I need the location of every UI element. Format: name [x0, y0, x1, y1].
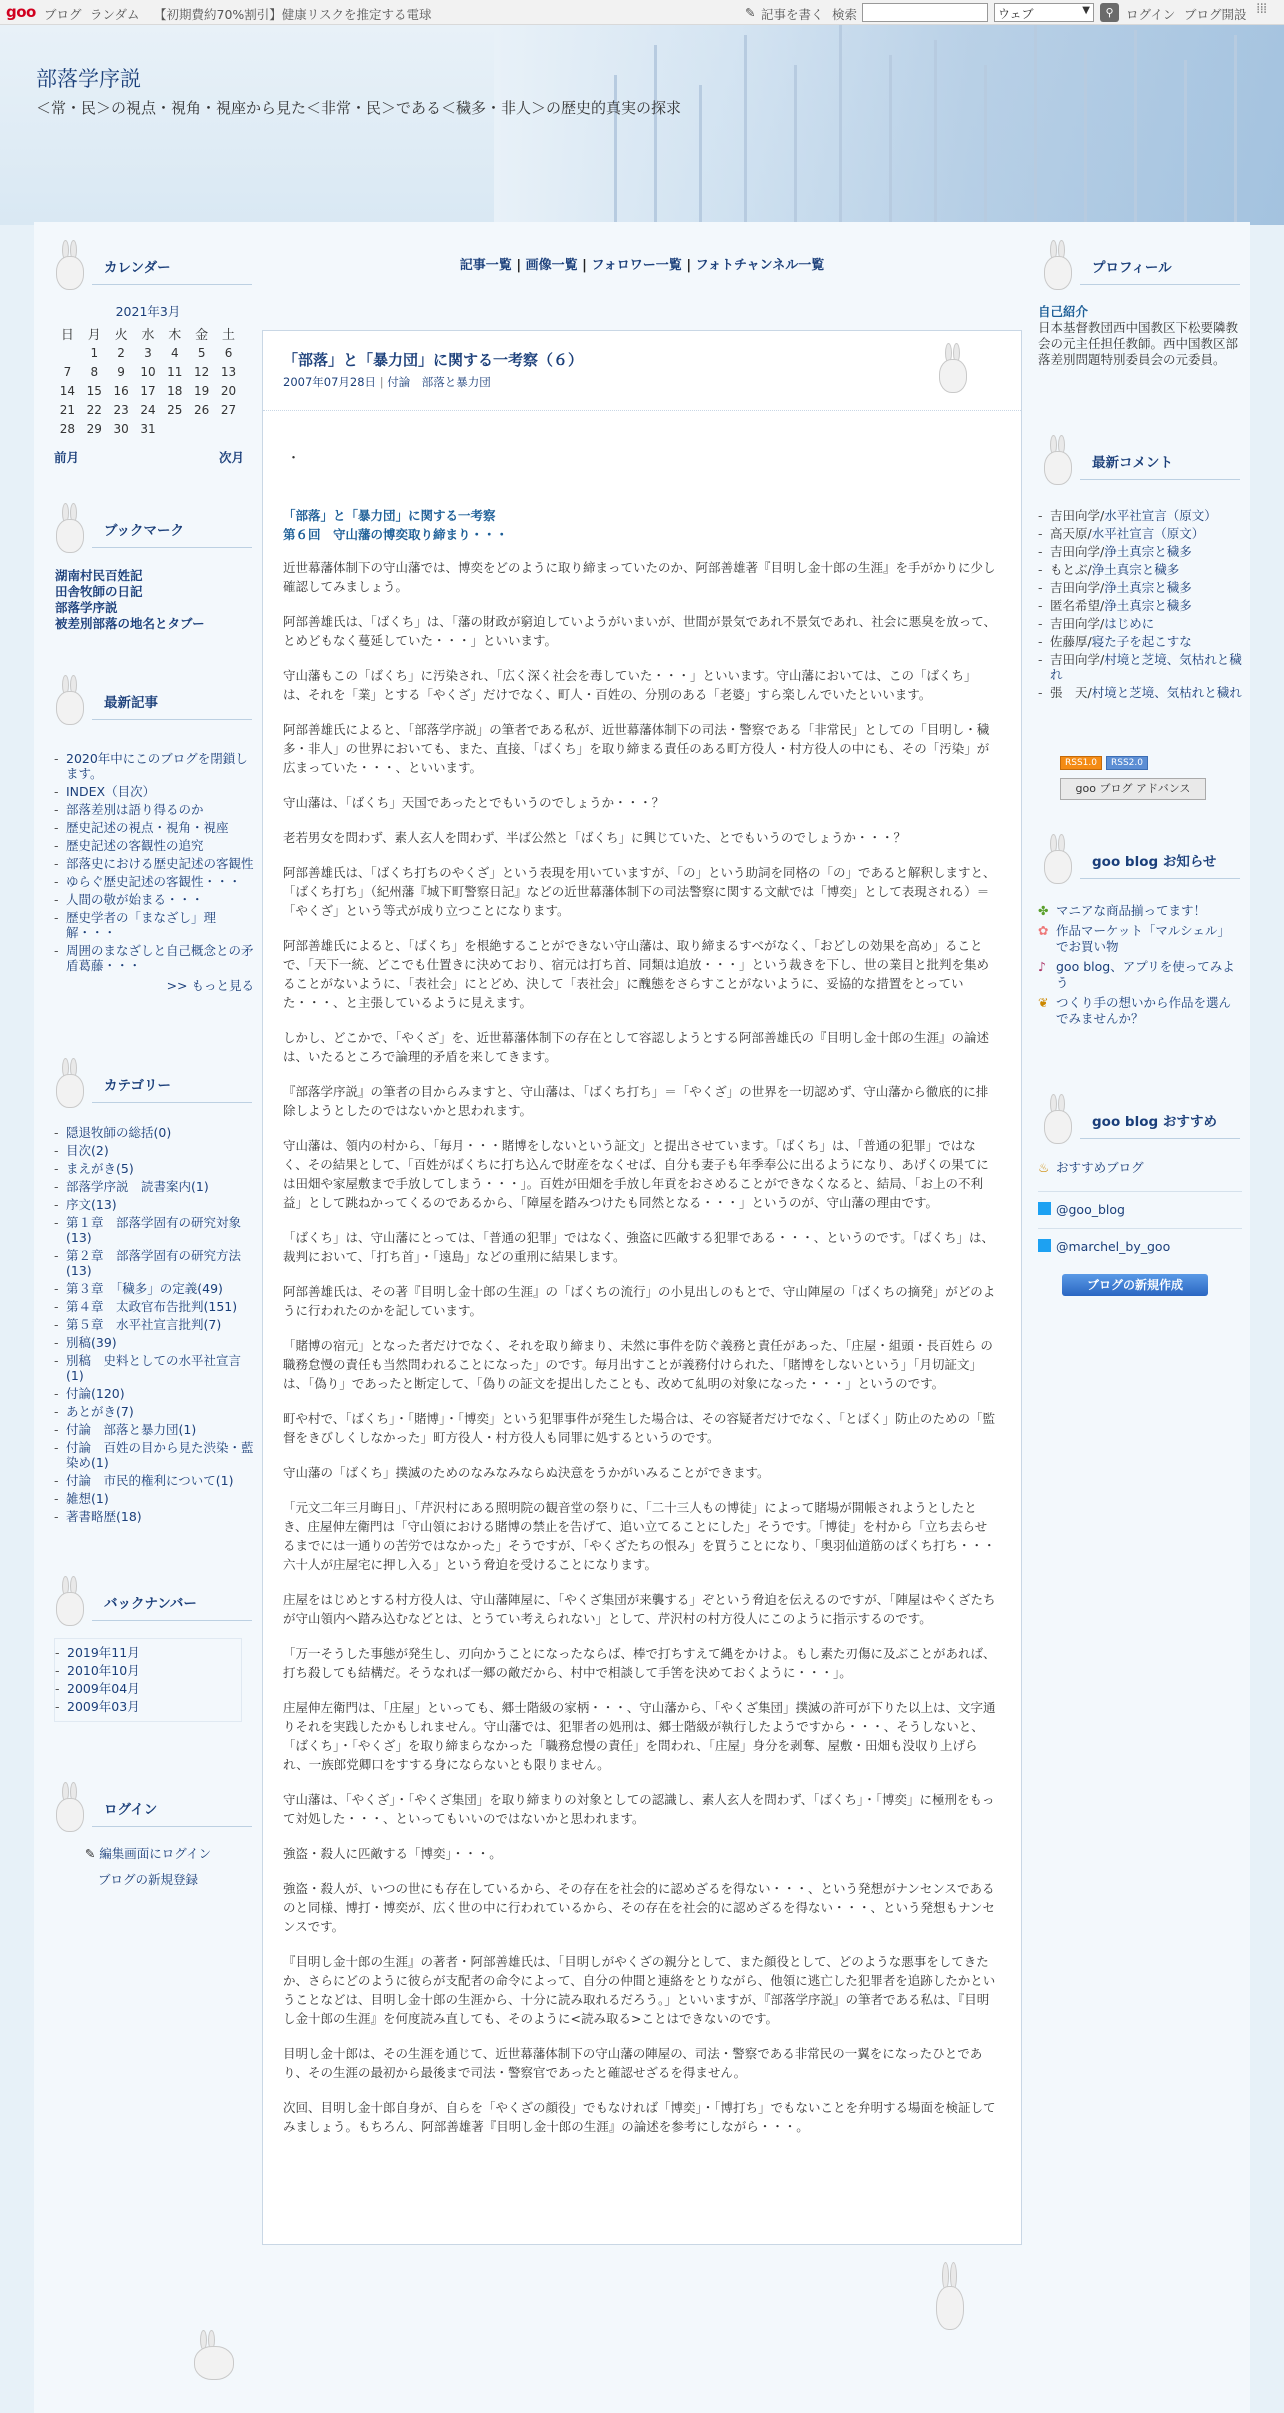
article-paragraph: 「元文二年三月晦日」、「芹沢村にある照明院の観音堂の祭りに、「二十三人もの博徒」によって賭場が開帳されようとしたとき、庄屋伸左衛門は「守山領における賭博の禁止を告げて、追い立てることにした」そうです。「博徒」を村から「立ち去らせるまでには一通りの苦労ではなかった」そうですが、「やくざたちの恨み」を買うことになり、「奥羽仙道筋のばくち打ち・・・六十人が庄屋宅に押し入る」という脅迫を受けることになります。: [283, 1500, 996, 1572]
article-date[interactable]: 2007年07月28日: [283, 375, 377, 389]
create-new-blog-button[interactable]: ブログの新規作成: [1062, 1274, 1208, 1296]
calendar-day: 23: [113, 402, 129, 417]
flower-icon: ✿: [1038, 923, 1049, 938]
calendar-day: 31: [140, 421, 156, 436]
comment-article-link[interactable]: はじめに: [1104, 616, 1155, 631]
calendar-day: 3: [144, 345, 152, 360]
comment-article-link[interactable]: 村境と芝境、気枯れと穢れ: [1091, 685, 1242, 700]
comment-author: 高天原/: [1050, 526, 1092, 541]
search-input[interactable]: [862, 3, 988, 22]
article-paragraph: 町や村で、「ばくち」・「賭博」・「博奕」という犯罪事件が発生した場合は、その容疑者だけでなく、「とばく」防止のための「監督をきびしくしなかった」町方役人・村方役人も同罪に処するというのです。: [283, 1411, 996, 1445]
category-title: カテゴリー: [104, 1078, 171, 1094]
backnumber-link[interactable]: 2009年04月: [67, 1681, 140, 1696]
article-container: 「部落」と「暴力団」に関する一考察（６） 2007年07月28日 | 付論 部落と暴力団 ・ 「部落」と「暴力団」に関する一考察 第６回 守山藩の博奕取り締まり・・・ 近世幕藩体制下の守山藩では、博奕をどのように取り締まっていたのか、阿部善雄著『目明し金十郎の生涯』を手がかりに少し確認してみましょう。 阿部善雄氏は、「ばくち」は、「藩の財政が窮迫していようがいまいが、世間が景気であれ不景気であれ、社会に悪臭を放って、とめどもなく蔓延していた・・・」といいます。 守山藩もこの「ばくち」に汚染され、「広く深く社会を毒していた・・・」といいます。守山藩においては、この「ばくち」は、それを「業」とする「やくざ」だけでなく、町人・百姓の、分別のある「老婆」すら楽しんでいたといいます。 阿部善雄氏によると、「部落学序説」の筆者である私が、近世幕藩体制下の司法・警察である「非常民」としての「目明し・穢多・非人」の世界においても、また、直接、「ばくち」を取り締まる責任のある町方役人・村方役人の中にも、その「汚染」が広まっていた・・・、といいます。 守山藩は、「ばくち」天国であったとでもいうのでしょうか・・・？ 老若男女を問わず、素人玄人を問わず、半ば公然と「ばくち」に興じていた、とでもいうのでしょうか・・・？ 阿部善雄氏は、「ばくち打ちのやくざ」という表現を用いていますが、「の」という助詞を同格の「の」であると解釈しますと、「ばくち打ち」（紀州藩『城下町警察日記』などの近世幕藩体制下の司法警察に関する文献では「博奕」として表現される）＝「やくざ」という等式が成り立つことになります。 阿部善雄氏によると、「ばくち」を根絶することができない守山藩は、取り締まるすべがなく、「おどしの効果を高め」ることで、「天下一統、どこでも仕置きに決めており、宿元は打ち首、同類は追放・・・」という裁きを下し、世の業目と批判を集めることがないように、「表社会」にとどめ、決して「表社会」に醜態をさらすことがないように、妥協的な措置をとっていた・・・、と主張しているように見えます。 しかし、どこかで、「やくざ」を、近世幕藩体制下の存在として容認しようとする阿部善雄氏の『目明し金十郎の生涯』の論述は、いたるところで論理的矛盾を来してきます。 『部落学序説』の筆者の目からみますと、守山藩は、「ばくち打ち」＝「やくざ」の世界を一切認めず、守山藩から徹底的に排除しようとしたのではないかと思われます。 守山藩は、領内の村から、「毎月・・・賭博をしないという証文」と提出させています。「ばくち」は、「普通の犯罪」ではなく、その結果として、「百姓がばくちに打ち込んで財産をなくせば、自分も妻子も年季奉公に出るようになり、あげくの果てには田畑や家屋敷まで手放してしまう・・・」。百姓が田畑を手放し年貢をおさめることができなくなると、結局、「お上の不利益」として跳ねかってくるのであるから、「障屋を踏みつけたも同然となる・・・」というのが、守山藩の理由です。 「ばくち」は、守山藩にとっては、「普通の犯罪」ではなく、強盗に匹敵する犯罪である・・・、というのです。「ばくち」は、裁判において、「打ち首」・「遠島」などの重刑に結果します。 阿部善雄氏は、その著『目明し金十郎の生涯』の「ばくちの流行」の小見出しのもとで、守山陣屋の「ばくちの摘発」がどのように行われたのかを記しています。 「賭博の宿元」となった者だけでなく、それを取り締まり、未然に事件を防ぐ義務と責任があった、「庄屋・組頭・長百姓ら の職務怠慢の責任も当然問われることになった」のです。毎月出すことが義務付けられた、「賭博をしないという」「月切証文」は、「偽り」であったと断定して、「偽りの証文を提出したことも、改めて糺明の対象になった・・・」というのです。 町や村で、「ばくち」・「賭博」・「博奕」という犯罪事件が発生した場合は、その容疑者だけでなく、「とばく」防止のための「監督をきびしくしなかった」町方役人・村方役人も同罪に処するというのです。 守山藩の「ばくち」撲滅のためのなみなみならぬ決意をうかがいみることができます。 「元文二年三月晦日」、「芹沢村にある照明院の観音堂の祭りに、「二十三人もの博徒」によって賭場が開帳されようとしたとき、庄屋伸左衛門は「守山領における賭博の禁止を告げて、追い立てることにした」そうです。「博徒」を村から「立ち去らせるまでには一通りの苦労ではなかった」そうですが、「やくざたちの恨み」を買うことになり、「奥羽仙道筋のばくち打ち・・・六十人が庄屋宅に押し入る」という脅迫を受けることになります。 庄屋をはじめとする村方役人は、守山藩陣屋に、「やくざ集団が来襲する」ぞという脅迫を伝えるのですが、「陣屋はやくざたちが守山領内へ踏み込むなどとは、とうてい考えられない」として、芹沢村の村方役人にこのように指示するのです。 「万一そうした事態が発生し、刃向かうことになったならば、棒で打ちすえて縄をかけよ。もし素た刃傷に及ぶことがあれば、打ち殺しても結構だ。そうなれば一郷の敵だから、村中で相談して手筈を決めておくように・・・」。 庄屋伸左衛門は、「庄屋」といっても、郷士階級の家柄・・・、守山藩から、「やくざ集団」撲滅の許可が下りた以上は、文字通りそれを実践したかもしれません。守山藩では、犯罪者の処刑は、郷士階級が執行したようですから・・・、そうしないと、「ばくち」・「やくざ」を取り締まらなかった「職務怠慢の責任」を問われ、「庄屋」身分を剥奪、屋敷・田畑も没収り上げられ、一族郎党卿口をすする身にならないとも限りません。 守山藩は、「やくざ」・「やくざ集団」を取り締まりの対象としての認識し、素人玄人を問わず、「ばくち」・「博奕」に極刑をもって対処した・・・、といってもいいのではないかと思われます。 強盗・殺人に匹敵する「博奕」・・・。 強盗・殺人が、いつの世にも存在しているから、その存在を社会的に認めざるを得ない・・・、という発想がナンセンスであるのと同様、博打・博奕が、広く世の中に行われているから、その存在を社会的に認めざるを得ない・・・、という発想もナンセンスです。 『目明し金十郎の生涯』の著者・阿部善雄氏は、「目明しがやくざの親分として、また顔役として、どのような悪事をしてきたか、さらにどのように彼らが支配者の命令によって、自分の仲間と連絡をとりながら、他領に逃亡した犯罪者を追跡したかということなどは、目明し金十郎の生涯から、十分に読み取れるだろう。」といいますが、『部落学序説』の筆者である私は、『目明し金十郎の生涯』を何度読み直しても、そのように<読み取る>ことはできないのです。 目明し金十郎は、その生涯を通じて、近世幕藩体制下の守山藩の陣屋の、司法・警察である非常民の一翼をになったひとであり、その生涯の最初から最後まで司法・警察官であったと確認せざるを得ません。 次回、目明し金十郎自身が、自らを「やくざの顔役」でもなければ「博奕」・「博打ち」でもないことを弁明する場面を検証してみましょう。もちろん、阿部善雄著『目明し金十郎の生涯』の論述を参考にしながら・・・。: [262, 330, 1022, 2245]
rabbit-icon: [1040, 435, 1074, 487]
recommend-blog-link[interactable]: おすすめブログ: [1056, 1160, 1144, 1175]
recent-comments-title: 最新コメント: [1092, 455, 1173, 471]
rabbit-icon: [52, 503, 86, 555]
comment-author: 匿名希望/: [1050, 598, 1105, 613]
calendar-widget: [34, 240, 262, 468]
comment-author: 吉田向学/: [1050, 508, 1105, 523]
calendar-day: 28: [59, 421, 76, 436]
recent-comments-list: [1038, 508, 1242, 700]
search-label: 検索: [832, 7, 858, 22]
category-link[interactable]: 雑想(1): [66, 1491, 109, 1506]
calendar-title: カレンダー: [104, 260, 171, 276]
calendar-day: 14: [59, 383, 76, 398]
news-title: goo blog お知らせ: [1092, 854, 1217, 870]
comment-author: 佐藤厚/: [1050, 634, 1092, 649]
profile-title: プロフィール: [1092, 260, 1172, 276]
new-blog-register-link[interactable]: ブログの新規登録: [97, 1872, 198, 1887]
article-paragraph: 『部落学序説』の筆者の目からみますと、守山藩は、「ばくち打ち」＝「やくざ」の世界を一切認めず、守山藩から徹底的に排除しようとしたのではないかと思われます。: [283, 1084, 989, 1118]
rabbit-icon: [52, 240, 86, 292]
open-blog-link[interactable]: ブログ開設: [1184, 7, 1247, 22]
write-article-link[interactable]: 記事を書く: [761, 7, 824, 22]
blog-description: ＜常・民＞の視点・視角・視座から見た＜非常・民＞である＜穢多・非人＞の歴史的真実の探求: [36, 99, 682, 117]
article-paragraph: 庄屋伸左衛門は、「庄屋」といっても、郷士階級の家柄・・・、守山藩から、「やくざ集団」撲滅の許可が下りた以上は、文字通りそれを実践したかもしれません。守山藩では、犯罪者の処刑は、郷士階級が執行したようですから・・・、そうしないと、「ばくち」・「やくざ」を取り締まらなかった「職務怠慢の責任」を問われ、「庄屋」身分を剥奪、屋敷・田畑も没収り上げられ、一族郎党卿口をすする身にならないとも限りません。: [283, 1700, 996, 1772]
category-link[interactable]: 隠退牧師の総括(0): [66, 1125, 172, 1140]
backnumber-link[interactable]: 2009年03月: [67, 1699, 140, 1714]
category-link[interactable]: 第２章 部落学固有の研究方法(13): [66, 1248, 242, 1278]
article-paragraph: 阿部善雄氏は、その著『目明し金十郎の生涯』の「ばくちの流行」の小見出しのもとで、守山陣屋の「ばくちの摘発」がどのように行われたのかを記しています。: [283, 1284, 996, 1318]
article-subheading: 第６回 守山藩の博奕取り締まり・・・: [283, 527, 509, 542]
article-paragraph: 守山藩もこの「ばくち」に汚染され、「広く深く社会を毒していた・・・」といいます。守山藩においては、この「ばくち」は、それを「業」とする「やくざ」だけでなく、町人・百姓の、分別のある「老婆」すら楽しんでいたといいます。: [283, 668, 977, 702]
category-list: [54, 1125, 254, 1524]
category-link[interactable]: 付論 百姓の目から見た渋染・藍染め(1): [66, 1440, 254, 1470]
rabbit-icon: [1040, 1094, 1074, 1146]
calendar-next-month[interactable]: 次月: [219, 450, 245, 465]
calendar-day: 19: [194, 383, 210, 398]
login-link[interactable]: ログイン: [1126, 7, 1176, 22]
calendar-day: 29: [86, 421, 102, 436]
backnumber-widget: [34, 1576, 262, 1722]
news-item[interactable]: 作品マーケット「マルシェル」でお買い物: [1056, 923, 1230, 954]
comment-article-link[interactable]: 村境と芝境、気枯れと穢れ: [1050, 652, 1242, 682]
topbar-link-random[interactable]: ランダム: [90, 7, 140, 22]
calendar-prev-month[interactable]: 前月: [54, 450, 80, 465]
rabbit-icon: [52, 675, 86, 727]
calendar-day: 24: [140, 402, 156, 417]
category-link[interactable]: 別稿(39): [66, 1335, 117, 1350]
recent-article-link[interactable]: INDEX（目次）: [66, 784, 156, 799]
twitter-icon: [1038, 1239, 1051, 1252]
profile-text: 日本基督教団西中国教区下松要隣教会の元主任担任教師。西中国教区部落差別問題特別委員会の元委員。: [1038, 320, 1239, 367]
article-paragraph: 守山藩は、「ばくち」天国であったとでもいうのでしょうか・・・？: [283, 795, 665, 810]
article-paragraph: 庄屋をはじめとする村方役人は、守山藩陣屋に、「やくざ集団が来襲する」ぞという脅迫を伝えるのですが、「陣屋はやくざたちが守山領内へ踏み込むなどとは、とうてい考えられない」として、芹沢村の村方役人にこのように指示するのです。: [283, 1592, 996, 1626]
comment-article-link[interactable]: 浄土真宗と穢多: [1091, 562, 1180, 577]
news-item[interactable]: goo blog、アプリを使ってみよう: [1056, 959, 1235, 990]
category-link[interactable]: 部落学序説 読書案内(1): [66, 1179, 209, 1194]
header-winter-forest-image: [494, 25, 1284, 225]
rss1-badge[interactable]: RSS1.0: [1060, 756, 1102, 770]
article-paragraph: 「万一そうした事態が発生し、刃向かうことになったならば、棒で打ちすえて縄をかけよ。もし素た刃傷に及ぶことがあれば、打ち殺しても結構だ。そうなれば一郷の敵だから、村中で相談して手筈を決めておくように・・・」。: [283, 1646, 996, 1680]
article-title[interactable]: 「部落」と「暴力団」に関する一考察（６）: [283, 351, 584, 369]
calendar-day: 1: [90, 345, 99, 360]
calendar-weekday: 月: [87, 328, 101, 343]
search-scope-value: ウェブ: [998, 7, 1034, 21]
profile-widget: [1022, 240, 1250, 368]
article-paragraph: 次回、目明し金十郎自身が、自らを「やくざの顔役」でもなければ「博奕」・「博打ち」でもないことを弁明する場面を検証してみましょう。もちろん、阿部善雄著『目明し金十郎の生涯』の論述を参考にしながら・・・。: [283, 2100, 996, 2134]
calendar-day: 7: [63, 364, 72, 379]
twitter-goo-blog-link[interactable]: @goo_blog: [1056, 1202, 1125, 1217]
rabbit-icon: [52, 1058, 86, 1110]
comment-author: 張 天/: [1050, 685, 1092, 700]
calendar-day: 25: [167, 402, 183, 417]
top-bar: [0, 0, 1284, 25]
bookmark-link[interactable]: 湖南村民百姓記: [55, 568, 143, 583]
pencil-icon: ✎: [84, 1846, 96, 1861]
calendar-day: 9: [117, 364, 125, 379]
rabbit-icon: [932, 2262, 972, 2332]
rss2-badge[interactable]: RSS2.0: [1106, 756, 1148, 770]
article-paragraph: 阿部善雄氏は、「ばくち」は、「藩の財政が窮迫していようがいまいが、世間が景気であれ不景気であれ、社会に悪臭を放って、とめどもなく蔓延していた・・・」といいます。: [283, 614, 997, 648]
recent-articles-title: 最新記事: [104, 695, 158, 711]
calendar-day: 2: [117, 345, 125, 360]
backnumber-link[interactable]: 2010年10月: [67, 1663, 140, 1678]
blog-header: [0, 25, 1284, 225]
goo-advance-badge[interactable]: goo ブログ アドバンス: [1060, 778, 1206, 800]
calendar-day: 4: [170, 345, 179, 360]
article-category[interactable]: 付論 部落と暴力団: [387, 375, 491, 389]
category-link[interactable]: 第５章 水平社宣言批判(7): [66, 1317, 222, 1332]
category-link[interactable]: 付論(120): [66, 1386, 125, 1401]
calendar-day: 30: [113, 421, 129, 436]
recent-article-link[interactable]: 2020年中にこのブログを閉鎖します。: [66, 751, 248, 781]
bookmark-link[interactable]: 被差別部落の地名とタブー: [55, 616, 205, 631]
category-link[interactable]: 著書略歴(18): [66, 1509, 142, 1524]
news-item[interactable]: つくり手の想いから作品を選んでみませんか？: [1056, 995, 1232, 1026]
topbar-link-blog[interactable]: ブログ: [44, 7, 82, 22]
category-link[interactable]: あとがき(7): [66, 1404, 134, 1419]
category-link[interactable]: まえがき(5): [66, 1161, 134, 1176]
bookmark-widget: [34, 503, 262, 632]
article-heading: 「部落」と「暴力団」に関する一考察: [283, 508, 496, 523]
rabbit-icon: [52, 1782, 86, 1834]
calendar-day: 10: [140, 364, 156, 379]
calendar-table: [54, 324, 242, 438]
comment-article-link[interactable]: 水平社宣言（原文）: [1104, 508, 1217, 523]
article-paragraph: 目明し金十郎は、その生涯を通じて、近世幕藩体制下の守山藩の陣屋の、司法・警察である非常民の一翼をになったひとであり、その生涯の最初から最後まで司法・警察官であったと確認せざるを得ません。: [283, 2046, 983, 2080]
article-paragraph: 「賭博の宿元」となった者だけでなく、それを取り締まり、未然に事件を防ぐ義務と責任があった、「庄屋・組頭・長百姓ら の職務怠慢の責任も当然問われることになった」のです。毎月出すことが義務付けられた、「賭博をしないという」「月切証文」は、「偽り」であったと断定して、「偽りの証文を提出したことも、改めて糺明の対象になった・・・」というのです。: [283, 1338, 993, 1391]
calendar-day: 17: [140, 383, 156, 398]
rabbit-icon: [52, 1576, 86, 1628]
dog-icon: ❦: [1038, 995, 1049, 1010]
calendar-day: 21: [59, 402, 76, 417]
article-paragraph: 守山藩の「ばくち」撲滅のためのなみなみならぬ決意をうかがいみることができます。: [283, 1465, 770, 1480]
comment-article-link[interactable]: 浄土真宗と穢多: [1104, 598, 1192, 613]
category-link[interactable]: 第４章 太政官布告批判(151): [66, 1299, 238, 1314]
nav-article-list[interactable]: 記事一覧: [459, 258, 512, 273]
self-intro-label: 自己紹介: [1038, 304, 1089, 319]
article-paragraph: 阿部善雄氏によると、「部落学序説」の筆者である私が、近世幕藩体制下の司法・警察である「非常民」としての「目明し・穢多・非人」の世界においても、また、直接、「ばくち」を取り締まる責任のある町方役人・村方役人の中にも、その「汚染」が広まっていた・・・、といいます。: [283, 722, 990, 775]
edit-login-link[interactable]: 編集画面にログイン: [99, 1846, 212, 1861]
category-link[interactable]: 別稿 史料としての水平社宣言(1): [66, 1353, 242, 1383]
comment-author: もとぶ/: [1050, 562, 1092, 577]
category-link[interactable]: 付論 部落と暴力団(1): [66, 1422, 197, 1437]
rabbit-icon: [190, 2330, 240, 2392]
comment-article-link[interactable]: 寝た子を起こすな: [1091, 634, 1192, 649]
recent-article-link[interactable]: 歴史学者の「まなざし」理解・・・: [66, 910, 217, 940]
category-link[interactable]: 第３章 「穢多」の定義(49): [66, 1281, 223, 1296]
twitter-icon: [1038, 1202, 1051, 1215]
recent-article-link[interactable]: 部落差別は語り得るのか: [66, 802, 204, 817]
article-nav: 記事一覧 | 画像一覧 | フォロワー一覧 | フォトチャンネル一覧: [459, 258, 825, 273]
bookmark-link[interactable]: 田舎牧師の日記: [55, 584, 143, 599]
article-paragraph: 「ばくち」は、守山藩にとっては、「普通の犯罪」ではなく、強盗に匹敵する犯罪である・・・、というのです。「ばくち」は、裁判において、「打ち首」・「遠島」などの重刑に結果します。: [283, 1230, 995, 1264]
rabbit-icon: [1040, 834, 1074, 886]
calendar-weekday: 金: [195, 328, 209, 343]
article-paragraph: 阿部善雄氏は、「ばくち打ちのやくざ」という表現を用いていますが、「の」という助詞を同格の「の」であると解釈しますと、「ばくち打ち」（紀州藩『城下町警察日記』などの近世幕藩体制下の司法警察に関する文献では「博奕」として表現される）＝「やくざ」という等式が成り立つことになります。: [283, 865, 996, 918]
pencil-icon: ✎: [745, 5, 756, 20]
calendar-weekday: 水: [141, 328, 155, 343]
bookmark-title: ブックマーク: [104, 523, 185, 539]
article-paragraph: 近世幕藩体制下の守山藩では、博奕をどのように取り締まっていたのか、阿部善雄著『目明し金十郎の生涯』を手がかりに少し確認してみましょう。: [283, 560, 996, 594]
recent-comments-widget: [1022, 435, 1250, 703]
article-paragraph: しかし、どこかで、「やくざ」を、近世幕藩体制下の存在として容認しようとする阿部善雄氏の『目明し金十郎の生涯』の論述は、いたるところで論理的矛盾を来してきます。: [283, 1030, 990, 1064]
article-body: [263, 558, 1021, 2136]
blog-title[interactable]: 部落学序説: [36, 67, 141, 91]
article-paragraph: 老若男女を問わず、素人玄人を問わず、半ば公然と「ばくち」に興じていた、とでもいうのでしょうか・・・？: [283, 830, 907, 845]
recommend-title: goo blog おすすめ: [1092, 1114, 1217, 1130]
more-articles-link[interactable]: >> もっと見る: [166, 978, 254, 993]
backnumber-title: バックナンバー: [104, 1596, 197, 1612]
category-link[interactable]: 付論 市民的権利について(1): [66, 1473, 234, 1488]
backnumber-scroll[interactable]: [54, 1638, 242, 1722]
calendar-day: 13: [220, 364, 237, 379]
article-paragraph: 強盗・殺人が、いつの世にも存在しているから、その存在を社会的に認めざるを得ない・・・、という発想がナンセンスであるのと同様、博打・博奕が、広く世の中に行われているから、その存在を社会的に認めざるを得ない・・・、という発想もナンセンスです。: [283, 1881, 995, 1934]
article-paragraph: 守山藩は、領内の村から、「毎月・・・賭博をしないという証文」と提出させています。「ばくち」は、「普通の犯罪」ではなく、その結果として、「百姓がばくちに打ち込んで財産をなくせば、自分も妻子も年季奉公に出るようになり、あげくの果てには田畑や家屋敷まで手放してしまう・・・」。百姓が田畑を手放し年貢をおさめることができなくなると、結局、「お上の不利益」として跳ねかってくるのであるから、「障屋を踏みつけたも同然となる・・・」というのが、守山藩の理由です。: [283, 1138, 989, 1210]
backnumber-list: [55, 1645, 241, 1714]
calendar-day: 11: [167, 364, 183, 379]
recent-articles-widget: [34, 675, 262, 994]
recent-articles-list: [54, 751, 254, 973]
calendar-day: 18: [167, 383, 183, 398]
comment-article-link[interactable]: 浄土真宗と穢多: [1104, 544, 1192, 559]
article-dot: ・: [287, 451, 301, 466]
nav-image-list[interactable]: 画像一覧: [525, 258, 578, 273]
calendar-day: 27: [220, 402, 237, 417]
news-item[interactable]: マニアな商品揃ってます！: [1056, 903, 1207, 918]
rabbit-icon: [1040, 240, 1074, 292]
search-icon: ⚲: [1105, 6, 1114, 19]
calendar-weekday: 火: [114, 328, 128, 343]
music-note-icon: ♪: [1038, 959, 1046, 974]
rabbit-icon: [935, 343, 975, 387]
bell-icon: ♨: [1038, 1160, 1050, 1175]
login-widget: [34, 1782, 262, 1888]
recent-article-link[interactable]: ゆらぐ歴史記述の客観性・・・: [66, 874, 242, 889]
calendar-day: 26: [194, 402, 210, 417]
category-link[interactable]: 目次(2): [66, 1143, 109, 1158]
category-link[interactable]: 第１章 部落学固有の研究対象(13): [66, 1215, 242, 1245]
nav-photo-channel-list[interactable]: フォトチャンネル一覧: [695, 258, 825, 273]
calendar-day: 16: [113, 383, 129, 398]
grid-menu-icon[interactable]: ⁞⁞⁞: [1256, 1, 1267, 17]
news-widget: [1022, 834, 1250, 1027]
badge-area: [1060, 753, 1240, 800]
article-paragraph: 守山藩は、「やくざ」・「やくざ集団」を取り締まりの対象としての認識し、素人玄人を問わず、「ばくち」・「博奕」に極刑をもって対処した・・・、といってもいいのではないかと思われます。: [283, 1792, 995, 1826]
calendar-weekday: 日: [60, 328, 74, 343]
comment-author: 吉田向学/: [1050, 652, 1105, 667]
recent-article-link[interactable]: 歴史記述の客観性の追究: [66, 838, 204, 853]
recent-article-link[interactable]: 歴史記述の視点・視角・視座: [66, 820, 229, 835]
comment-article-link[interactable]: 浄土真宗と穢多: [1104, 580, 1192, 595]
calendar-day: 6: [224, 345, 233, 360]
calendar-weekday: 木: [168, 328, 182, 343]
nav-follower-list[interactable]: フォロワー一覧: [591, 258, 682, 273]
clover-icon: ✤: [1038, 903, 1049, 918]
recommend-widget: [1022, 1094, 1250, 1296]
goo-logo[interactable]: goo: [6, 3, 36, 21]
recent-article-link[interactable]: 部落史における歴史記述の客観性: [66, 856, 254, 871]
category-link[interactable]: 序文(13): [66, 1197, 117, 1212]
calendar-day: [215, 419, 242, 438]
calendar-month: 2021年3月: [115, 304, 181, 319]
calendar-day: 15: [86, 383, 102, 398]
calendar-day: [188, 419, 215, 438]
calendar-day: 8: [90, 364, 99, 379]
article-paragraph: 強盗・殺人に匹敵する「博奕」・・・。: [283, 1846, 502, 1861]
search-button[interactable]: [1100, 3, 1119, 22]
calendar-weekday: 土: [222, 328, 236, 343]
comment-author: 吉田向学/: [1050, 616, 1105, 631]
comment-author: 吉田向学/: [1050, 544, 1105, 559]
recent-article-link[interactable]: 人間の敬が始まる・・・: [66, 892, 204, 907]
comment-article-link[interactable]: 水平社宣言（原文）: [1091, 526, 1205, 541]
calendar-day: 5: [197, 345, 206, 360]
topbar-ad-link[interactable]: 【初期費約70%割引】健康リスクを推定する電球: [154, 7, 432, 22]
calendar-day: 20: [220, 383, 237, 398]
backnumber-link[interactable]: 2019年11月: [67, 1645, 140, 1660]
calendar-day: 12: [194, 364, 210, 379]
search-scope-select[interactable]: [994, 3, 1094, 22]
chevron-down-icon: ▼: [1082, 5, 1090, 16]
article-paragraph: 阿部善雄氏によると、「ばくち」を根絶することができない守山藩は、取り締まるすべがなく、「おどしの効果を高め」ることで、「天下一統、どこでも仕置きに決めており、宿元は打ち首、同類は追放・・・」という裁きを下し、世の業目と批判を集めることがないように、「表社会」にとどめ、決して「表社会」に醜態をさらすことがないように、妥協的な措置をとっていた・・・、と主張しているように見えます。: [283, 938, 990, 1010]
calendar-day: [161, 419, 188, 438]
calendar-day: 22: [86, 402, 102, 417]
category-widget: [34, 1058, 262, 1527]
login-widget-title: ログイン: [104, 1802, 158, 1818]
comment-author: 吉田向学/: [1050, 580, 1105, 595]
article-paragraph: 『目明し金十郎の生涯』の著者・阿部善雄氏は、「目明しがやくざの親分として、また顔役として、どのような悪事をしてきたか、さらにどのように彼らが支配者の命令によって、自分の仲間と連絡をとりながら、他領に逃亡した犯罪者を追跡したかということなどは、目明し金十郎の生涯から、十分に読み取れるだろう。」といいますが、『部落学序説』の筆者である私は、『目明し金十郎の生涯』を何度読み直しても、そのように<読み取る>ことはできないのです。: [283, 1954, 996, 2026]
calendar-day: [54, 343, 81, 362]
twitter-marchel-link[interactable]: @marchel_by_goo: [1056, 1239, 1171, 1254]
bookmark-link[interactable]: 部落学序説: [55, 600, 118, 615]
recent-article-link[interactable]: 周囲のまなざしと自己概念との矛盾葛藤・・・: [66, 943, 254, 973]
